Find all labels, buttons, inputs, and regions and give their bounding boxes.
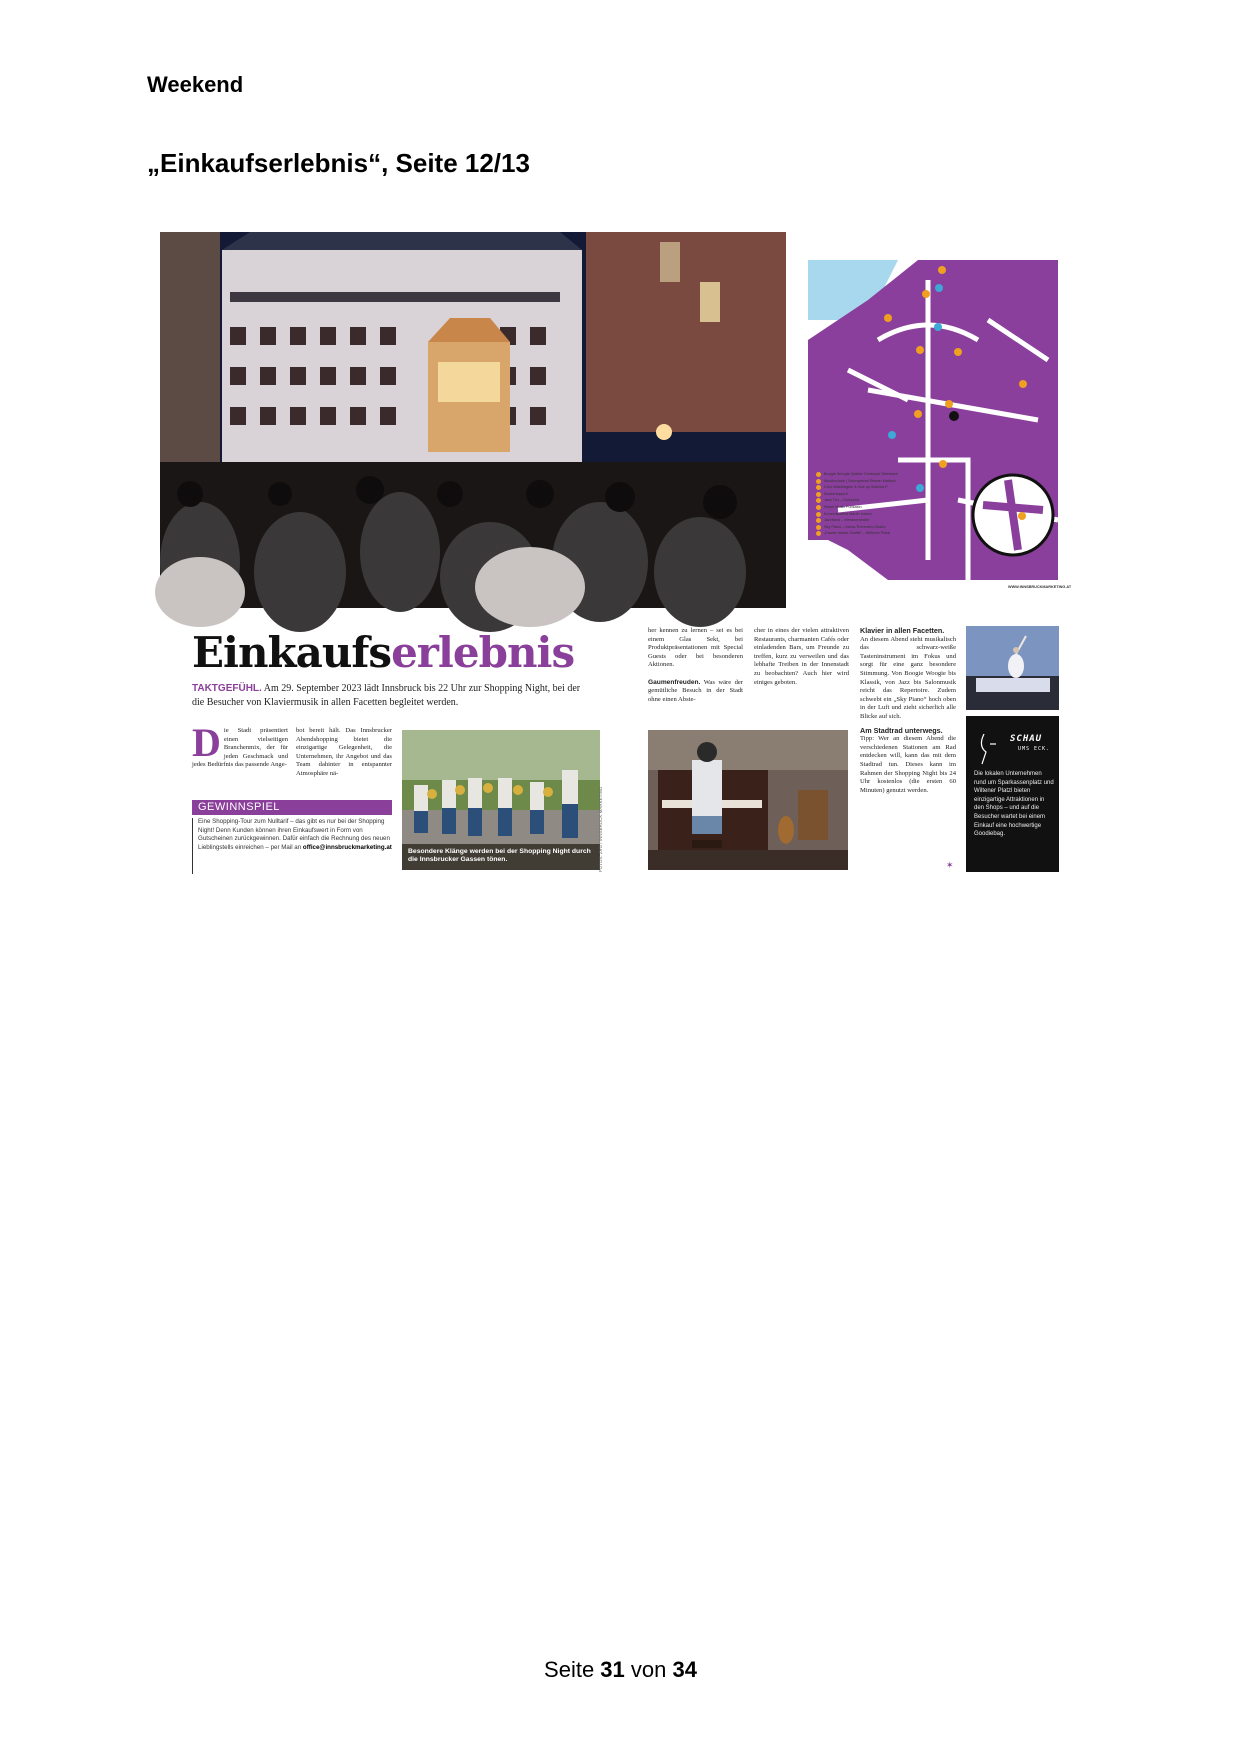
end-mark-icon: ✶ [946, 860, 954, 870]
article-column-5: Klavier in allen Facetten. An diesem Abend steht musikalisch das schwarz-weiße Tasteninstrument im Fokus und sorgt für eine ganz besondere Stimmung. Von Boogie Woogie bis Klassik, von Jazz bis Salonmusik reicht das Repertoire. Zudem schwebt ein „Sky Piano“ hoch oben in der Luft und zieht sicherlich alle Blicke auf sich. Am Stadtrad unterwegs. Tipp: Wer an diesem Abend die verschiedenen Stationen am Rad entdecken will, kann das mit dem Stadtrad tun. Dieses kann im Rahmen der Shopping Night bis 24 Uhr kostenlos (die ersten 60 Minuten) genutzt werden. [860, 626, 956, 794]
legend-item: Street Music Funkasin [816, 505, 926, 510]
divider [192, 818, 193, 874]
schau-logo-sub: UMS ECK. [1018, 746, 1051, 752]
gewinnspiel-heading: GEWINNSPIEL [192, 800, 392, 815]
article-title: Einkaufserlebnis [192, 628, 575, 677]
legend-item: „Klavier meets Graffiti“ – Wiltener Platzl [816, 531, 926, 536]
page-footer: Seite 31 von 34 [544, 1657, 697, 1682]
map-legend [816, 472, 926, 538]
piano-photo [648, 730, 848, 870]
drop-cap: D [192, 720, 221, 765]
page-title: „Einkaufserlebnis“, Seite 12/13 [147, 148, 530, 178]
face-outline-icon [976, 730, 1006, 770]
article-column-1: Die Stadt präsentiert einen vielseitigen Branchenmix, der für jeden Geschmack und jedes Bedürfnis das passende Ange- [192, 720, 288, 769]
section-label: Weekend [147, 72, 244, 97]
article-column-3: her kennen zu lernen – sei es bei einem Glas Sekt, bei Produktpräsentationen mit Special Guests oder bei besonderen Aktionen. Gaumenfreuden. Was wäre der gemütliche Besuch in der Stadt ohne einen Abste- [648, 627, 743, 703]
legend-item: Konzertpianist Martin Ivanov [816, 512, 926, 517]
legend-item: Jazz Trio – Domplatz [816, 498, 926, 503]
schau-logo: SCHAU [1010, 734, 1043, 744]
photo-caption: Besondere Klänge werden bei der Shopping Night durch die Innsbrucker Gassen tönen. [402, 844, 600, 870]
photo-credit: FOTOS: ZVG / INNSBRUCK MARKETING [598, 786, 603, 872]
golden-roof-photo [160, 232, 786, 608]
contact-email[interactable]: office@innsbruckmarketing.at [302, 844, 392, 852]
marching-band-photo [402, 730, 600, 870]
article-column-2: bot bereit hält. Das Innsbrucker Abendshopping bietet die einzigartige Gelegenheit, die Unternehmen, ihr Angebot und das Team dahinter in entspannter Atmosphäre nä- [296, 727, 392, 777]
article-lead: TAKTGEFÜHL. Am 29. September 2023 lädt Innsbruck bis 22 Uhr zur Shopping Night, bei der die Besucher von Klaviermusik in allen Facetten begleitet werden. [192, 683, 581, 708]
newspaper-clipping [160, 232, 1072, 874]
sky-piano-photo [966, 626, 1059, 710]
gewinnspiel-text: Eine Shopping-Tour zum Nulltarif – das gibt es nur bei der Shopping Night! Denn Kunden können ihren Einkaufswert in Form von Gutscheinen zurückgewinnen. Dafür einfach die Rechnung des neuen Lieblingstells einreichen – per Mail an office@innsbruckmarketing.at [198, 818, 392, 852]
schau-text: Die lokalen Unternehmen rund um Sparkassenplatz und Wiltener Platzl bieten einzigartige Attraktionen in den Shops – und auf die Besucher wartet bei einem Einkauf eine hochwertige Goodiebag. [974, 771, 1054, 838]
legend-item: Chor Washington & Sue up Sabrina P [816, 485, 926, 490]
legend-item: Klavierteppich [816, 492, 926, 497]
event-map [808, 260, 1058, 612]
article-column-4: cher in eines der vielen attraktiven Restaurants, charmanten Cafés oder einladenden Bars, um Freunde zu treffen, kurz zu verweilen und das lebhafte Treiben in der Innenstadt zu beobachten? Auch hier wird einiges geboten. [754, 627, 849, 686]
legend-item: Musikschule | Salonpianist Steven Matlack [816, 479, 926, 484]
legend-item: Sky Piano – Maria-Theresien-Straße [816, 525, 926, 530]
legend-item: Jazzband – Meranerstraße [816, 518, 926, 523]
map-url: WWW.INNSBRUCKMARKETING.AT [1008, 585, 1072, 589]
schau-ums-eck-ad [966, 716, 1059, 872]
legend-item: Boogie Woogie-Spieler Christoph Steinbach [816, 472, 926, 477]
